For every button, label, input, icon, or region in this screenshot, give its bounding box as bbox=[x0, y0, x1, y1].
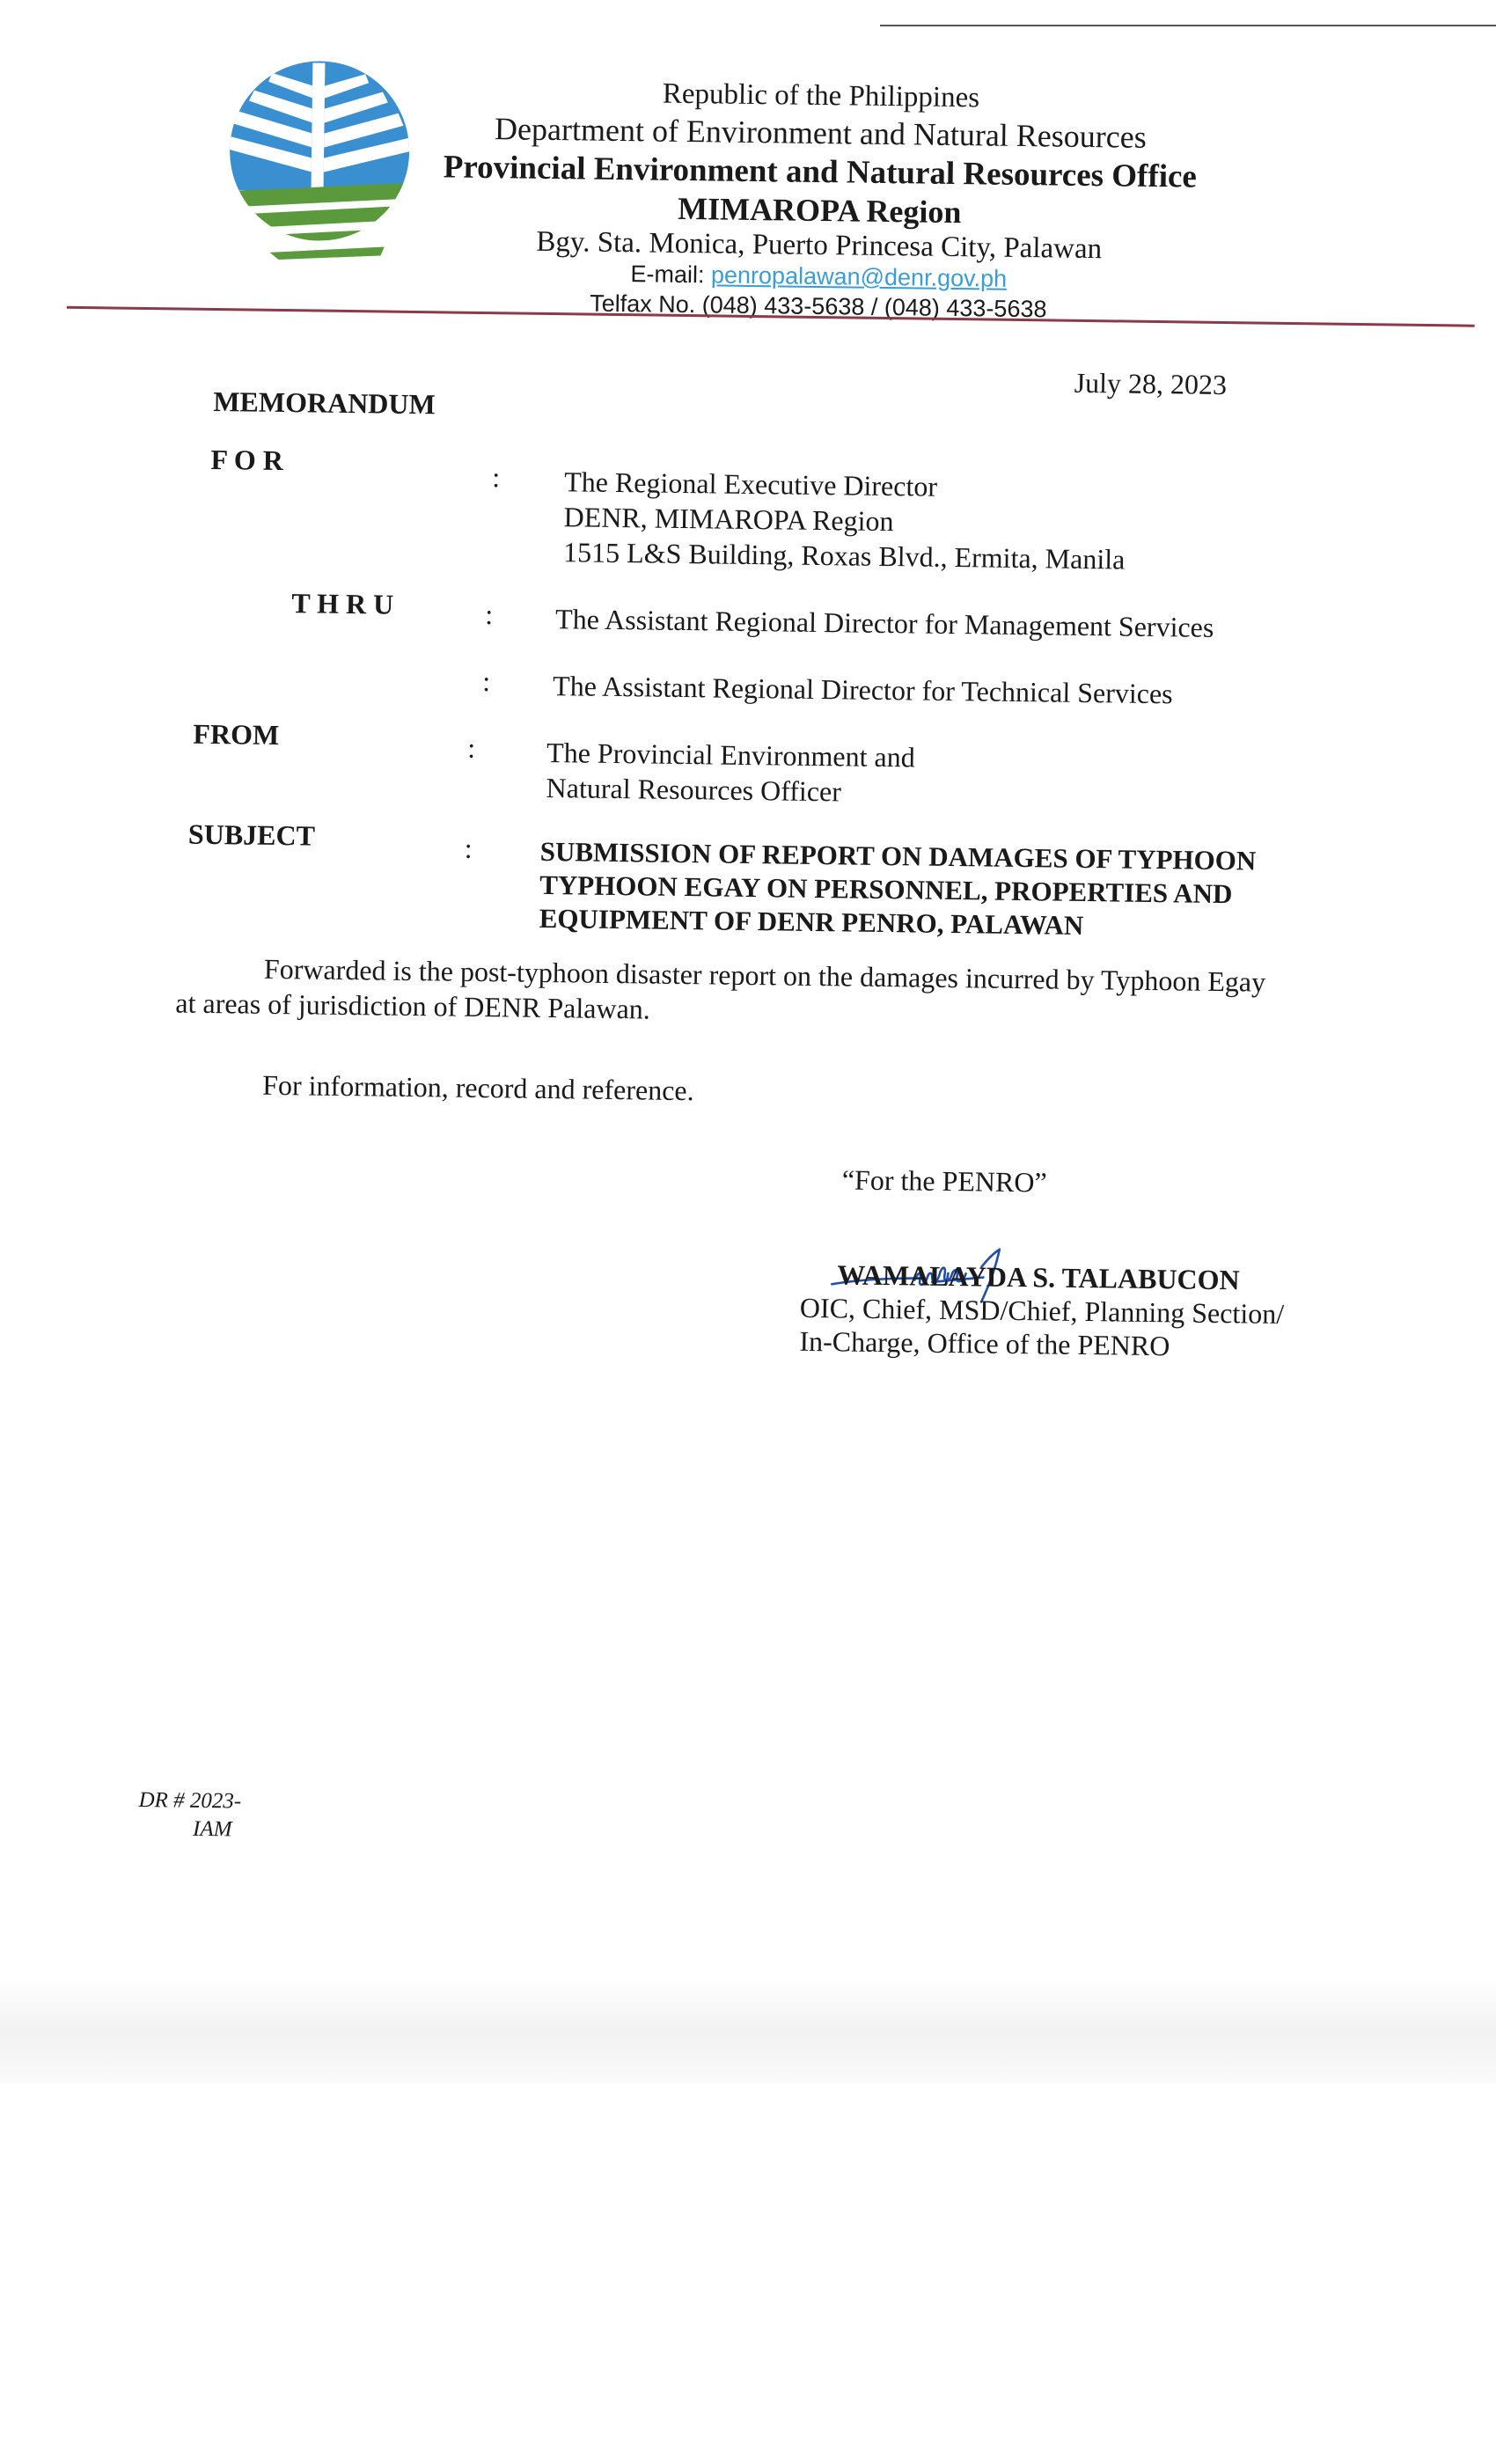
from-line: Natural Resources Officer bbox=[546, 771, 842, 808]
header-address: Bgy. Sta. Monica, Puerto Princesa City, Palawan bbox=[536, 225, 1103, 266]
body-paragraph-1-line-1: Forwarded is the post-typhoon disaster report on the damages incurred by Typhoon Egay bbox=[263, 952, 1266, 998]
header-telfax: Telfax No. (048) 433-5638 / (048) 433-5638 bbox=[590, 290, 1047, 323]
from-sender bbox=[546, 735, 915, 810]
body-paragraph-2: For information, record and reference. bbox=[261, 1068, 694, 1107]
memo-title: MEMORANDUM bbox=[213, 385, 436, 421]
thru-colon-2: : bbox=[482, 665, 491, 698]
header-office: Provincial Environment and Natural Resources Office bbox=[443, 149, 1198, 195]
email-label: E-mail: bbox=[630, 260, 705, 289]
header-region: MIMAROPA Region bbox=[677, 190, 962, 231]
header-department: Department of Environment and Natural Resources bbox=[494, 111, 1148, 155]
subject-line: EQUIPMENT OF DENR PENRO, PALAWAN bbox=[539, 902, 1084, 941]
subject-text bbox=[539, 835, 1256, 945]
header-republic: Republic of the Philippines bbox=[662, 77, 980, 114]
document-initials: IAM bbox=[192, 1816, 232, 1842]
from-line: The Provincial Environment and bbox=[546, 736, 915, 774]
email-link[interactable]: penropalawan@denr.gov.ph bbox=[710, 261, 1008, 292]
thru-label: T H R U bbox=[291, 587, 394, 620]
signatory-title-line-2: In-Charge, Office of the PENRO bbox=[799, 1324, 1170, 1362]
body-paragraph-1-line-2: at areas of jurisdiction of DENR Palawan. bbox=[175, 986, 651, 1025]
for-line: DENR, MIMAROPA Region bbox=[563, 501, 894, 538]
document-reference-number: DR # 2023- bbox=[138, 1788, 242, 1814]
from-colon: : bbox=[467, 731, 476, 764]
signatory-name: WAMALAYDA S. TALABUCON bbox=[837, 1258, 1240, 1296]
for-recipient bbox=[563, 464, 1126, 576]
signatory-title-line-1: OIC, Chief, MSD/Chief, Planning Section/ bbox=[799, 1291, 1285, 1331]
subject-line: SUBMISSION OF REPORT ON DAMAGES OF TYPHOON bbox=[539, 835, 1257, 876]
subject-colon: : bbox=[464, 832, 473, 864]
for-the-penro: “For the PENRO” bbox=[841, 1163, 1047, 1199]
for-label: F O R bbox=[210, 443, 284, 477]
thru-recipient-1: The Assistant Regional Director for Management Services bbox=[554, 603, 1214, 643]
for-colon: : bbox=[492, 461, 501, 494]
for-line: 1515 L&S Building, Roxas Blvd., Ermita, Manila bbox=[562, 536, 1126, 576]
denr-tree-logo-icon bbox=[216, 58, 422, 268]
thru-recipient-2: The Assistant Regional Director for Technical Services bbox=[552, 670, 1173, 710]
memo-date: July 28, 2023 bbox=[1074, 366, 1228, 401]
for-line: The Regional Executive Director bbox=[563, 466, 938, 502]
subject-label: SUBJECT bbox=[187, 818, 316, 852]
from-label: FROM bbox=[193, 717, 280, 752]
thru-colon-1: : bbox=[485, 598, 494, 631]
subject-line: TYPHOON EGAY ON PERSONNEL, PROPERTIES AND bbox=[539, 869, 1233, 910]
